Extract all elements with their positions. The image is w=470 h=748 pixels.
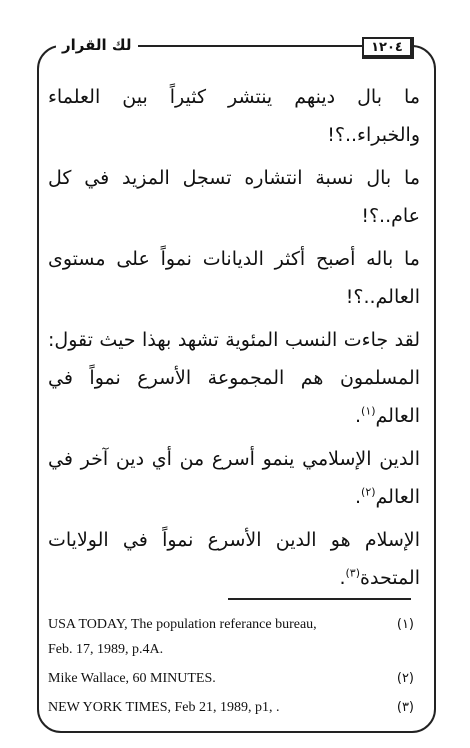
paragraph: الدين الإسلامي ينمو أسرع من أي دين آخر في العالم$^{(٢)}$. (48, 448, 420, 508)
footnote-text: Mike Wallace, 60 MINUTES. (48, 671, 216, 686)
footnote-number: (٣) (396, 700, 414, 715)
footnote-number: (٢) (396, 671, 414, 686)
footnote-reference: (٣) (345, 566, 361, 580)
footnote-reference: (١) (361, 404, 376, 418)
paragraph: ما باله أصبح أكثر الديانات نمواً على مستوى العالم..؟! (48, 248, 420, 308)
footnote-number: (١) (396, 617, 414, 632)
footnote-reference: (٢) (361, 485, 376, 499)
paragraph: ما بال نسبة انتشاره تسجل المزيد في كل عام..؟! (48, 167, 420, 227)
footnote-text: USA TODAY, The population referance bureau, (48, 617, 317, 632)
footnote (48, 612, 418, 662)
footnote-separator (228, 598, 411, 600)
paragraph: ما بال دينهم ينتشر كثيراً بين العلماء والخبراء..؟! (48, 86, 420, 146)
paragraph: الإسلام هو الدين الأسرع نمواً في الولايات المتحدة$^{(٣)}$. (48, 529, 420, 589)
footnotes (48, 612, 418, 720)
paragraph: لقد جاءت النسب المئوية تشهد بهذا حيث تقول: المسلمون هم المجموعة الأسرع نمواً في العالم$^{(١)}$. (48, 329, 420, 427)
page-number: ١٢٠٤ (362, 37, 414, 59)
footnote-text: NEW YORK TIMES, Feb 21, 1989, p1, . (48, 700, 280, 715)
footnote (48, 666, 418, 691)
footnote (48, 695, 418, 720)
running-header-title: لك القرار (56, 36, 138, 54)
footnote-text: Feb. 17, 1989, p.4A. (48, 642, 164, 657)
body-text (48, 78, 420, 597)
